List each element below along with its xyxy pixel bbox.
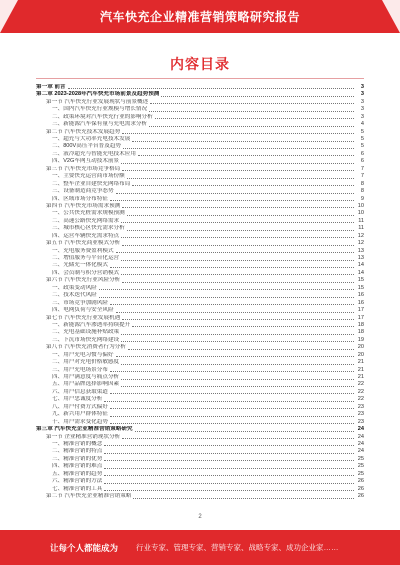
toc-dot-leader	[110, 304, 354, 305]
toc-entry-page: 23	[357, 411, 364, 418]
toc-entry-page: 3	[360, 91, 364, 98]
toc-dot-leader	[121, 237, 354, 238]
toc-subsection-entry[interactable]	[36, 106, 364, 113]
toc-entry-label: 七、精准营销的工具	[52, 485, 103, 492]
toc-entry-label: 第二节 汽车快充企业精准营销策略	[46, 493, 132, 500]
toc-dot-leader	[150, 103, 354, 104]
toc-dot-leader	[110, 200, 354, 201]
toc-entry-label: 第一节 汽车快充行业发展现状与前景概述	[46, 98, 149, 105]
toc-chapter-entry[interactable]	[36, 91, 364, 98]
toc-dot-leader	[123, 148, 354, 149]
toc-dot-leader	[121, 163, 354, 164]
toc-entry-label: 三、设备制造商竞争态势	[52, 188, 114, 195]
toc-entry-label: 二、整车企业自建快充网络布局	[52, 180, 131, 187]
toc-dot-leader	[122, 282, 354, 283]
toc-subsection-entry[interactable]	[36, 374, 364, 381]
toc-dot-leader	[122, 207, 354, 208]
toc-subsection-entry[interactable]	[36, 478, 364, 485]
toc-subsection-entry[interactable]	[36, 270, 364, 277]
toc-subsection-entry[interactable]	[36, 456, 364, 463]
toc-entry-page: 24	[357, 426, 364, 433]
toc-dot-leader	[161, 96, 354, 97]
toc-dot-leader	[104, 460, 354, 461]
toc-entry-page: 23	[357, 403, 364, 410]
toc-subsection-entry[interactable]	[36, 352, 364, 359]
toc-entry-page: 18	[357, 321, 364, 328]
toc-entry-page: 17	[357, 307, 364, 314]
toc-entry-page: 3	[360, 113, 364, 120]
toc-entry-page: 24	[357, 440, 364, 447]
toc-dot-leader	[121, 379, 354, 380]
toc-dot-leader	[133, 498, 354, 499]
toc-entry-page: 14	[357, 269, 364, 276]
report-title: 汽车快充企业精准营销策略研究报告	[99, 10, 300, 24]
toc-entry-page: 3	[360, 98, 364, 105]
toc-entry-label: 二、政策环境对汽车快充行业的影响分析	[52, 113, 153, 120]
toc-dot-leader	[121, 386, 354, 387]
toc-subsection-entry[interactable]	[36, 307, 364, 314]
toc-entry-label: 二、技术迭代风险	[52, 292, 97, 299]
toc-entry-label: 三、用户充电场景分布	[52, 366, 108, 373]
toc-entry-page: 22	[357, 388, 364, 395]
toc-entry-label: 二、800V高压平台普及趋势	[52, 143, 122, 150]
toc-entry-label: 五、用户品牌选择影响因素	[52, 381, 120, 388]
toc-dot-leader	[68, 88, 354, 89]
toc-dot-leader	[127, 215, 354, 216]
toc-entry-page: 9	[360, 195, 364, 202]
toc-subsection-entry[interactable]	[36, 419, 364, 426]
toc-dot-leader	[104, 453, 354, 454]
toc-subsection-entry[interactable]	[36, 136, 364, 143]
toc-entry-label: 一、新能源汽车渗透率持续提升	[52, 321, 131, 328]
toc-subsection-entry[interactable]	[36, 114, 364, 121]
toc-entry-label: 九、新兴用户群体特征	[52, 411, 108, 418]
toc-entry-label: 六、用户信息获取渠道	[52, 388, 108, 395]
toc-entry-page: 22	[357, 381, 364, 388]
toc-entry-label: 第三节 汽车快充市场竞争格局	[46, 165, 121, 172]
toc-subsection-entry[interactable]	[36, 441, 364, 448]
toc-section-entry[interactable]	[36, 203, 364, 210]
toc-dot-leader	[121, 222, 354, 223]
toc-entry-label: 四、运营车辆快充需求特点	[52, 232, 120, 239]
toc-subsection-entry[interactable]	[36, 263, 364, 270]
toc-entry-label: 十、用户需求变化趋势	[52, 418, 108, 425]
toc-subsection-entry[interactable]	[36, 248, 364, 255]
toc-dot-leader	[104, 468, 354, 469]
toc-dot-leader	[110, 416, 354, 417]
toc-entry-label: 四、V2G车网互动技术前景	[52, 158, 120, 165]
toc-divider	[36, 78, 364, 79]
toc-entry-label: 第六节 汽车快充行业风险分析	[46, 277, 121, 284]
toc-subsection-entry[interactable]	[36, 389, 364, 396]
toc-subsection-entry[interactable]	[36, 121, 364, 128]
toc-entry-label: 二、高速公路快充网络需求	[52, 217, 120, 224]
toc-subsection-entry[interactable]	[36, 233, 364, 240]
footer-tagline: 行业专家、管理专家、营销专家、战略专家、成功企业家……	[136, 543, 339, 552]
toc-entry-label: 四、用户满意度与痛点分析	[52, 374, 120, 381]
toc-subsection-entry[interactable]	[36, 411, 364, 418]
toc-entry-label: 四、区域市场分布特征	[52, 195, 108, 202]
toc-entry-page: 12	[357, 240, 364, 247]
toc-subsection-entry[interactable]	[36, 255, 364, 262]
toc-entry-page: 5	[360, 128, 364, 135]
toc-entry-label: 一、充电服务费盈利模式	[52, 247, 114, 254]
toc-dot-leader	[110, 408, 354, 409]
toc-dot-leader	[121, 274, 354, 275]
header-corner-decoration	[0, 0, 18, 33]
toc-entry-label: 第二节 汽车快充技术发展趋势	[46, 128, 121, 135]
toc-subsection-entry[interactable]	[36, 144, 364, 151]
toc-entry-label: 二、增值服务与平台化运营	[52, 255, 120, 262]
toc-subsection-entry[interactable]	[36, 404, 364, 411]
toc-entry-label: 第一章 前言	[36, 83, 66, 90]
toc-dot-leader	[127, 178, 354, 179]
page-number: 2	[198, 514, 202, 520]
toc-entry-page: 10	[357, 210, 364, 217]
toc-entry-label: 第四节 汽车快充市场需求预测	[46, 202, 121, 209]
toc-entry-page: 5	[360, 143, 364, 150]
toc-subsection-entry[interactable]	[36, 285, 364, 292]
toc-entry-label: 四、电网负荷与安全风险	[52, 307, 114, 314]
toc-subsection-entry[interactable]	[36, 151, 364, 158]
toc-subsection-entry[interactable]	[36, 463, 364, 470]
toc-entry-page: 6	[360, 150, 364, 157]
toc-entry-page: 5	[360, 136, 364, 143]
toc-entry-page: 16	[357, 299, 364, 306]
toc-entry-page: 22	[357, 396, 364, 403]
toc-entry-label: 第一节 企业精准营销现状分析	[46, 433, 121, 440]
toc-entry-page: 15	[357, 284, 364, 291]
toc-entry-page: 6	[360, 158, 364, 165]
toc-subsection-entry[interactable]	[36, 382, 364, 389]
toc-section-entry[interactable]	[36, 240, 364, 247]
toc-entry-page: 21	[357, 366, 364, 373]
toc-subsection-entry[interactable]	[36, 158, 364, 165]
toc-section-entry[interactable]	[36, 493, 364, 500]
toc-entry-page: 7	[360, 173, 364, 180]
toc-subsection-entry[interactable]	[36, 359, 364, 366]
toc-subsection-entry[interactable]	[36, 300, 364, 307]
toc-subsection-entry[interactable]	[36, 225, 364, 232]
toc-dot-leader	[116, 252, 354, 253]
toc-dot-leader	[149, 126, 354, 127]
toc-section-entry[interactable]	[36, 434, 364, 441]
toc-subsection-entry[interactable]	[36, 448, 364, 455]
toc-dot-leader	[116, 193, 354, 194]
toc-dot-leader	[149, 111, 354, 112]
toc-entry-page: 21	[357, 374, 364, 381]
toc-subsection-entry[interactable]	[36, 188, 364, 195]
footer-banner	[0, 530, 400, 565]
footer-slogan: 让每个人都能成为	[50, 542, 119, 553]
toc-entry-label: 三、城市核心区快充需求分析	[52, 225, 125, 232]
report-header-banner	[0, 0, 400, 33]
toc-dot-leader	[122, 133, 354, 134]
toc-entry-label: 第三章 汽车快充企业精准营销策略研究	[36, 426, 133, 433]
toc-subsection-entry[interactable]	[36, 396, 364, 403]
toc-dot-leader	[122, 245, 354, 246]
toc-entry-page: 11	[358, 217, 364, 224]
toc-entry-label: 一、用户充电习惯与偏好	[52, 351, 114, 358]
toc-entry-page: 26	[357, 493, 364, 500]
toc-chapter-entry[interactable]	[36, 84, 364, 91]
toc-entry-page: 25	[357, 463, 364, 470]
toc-entry-page: 18	[357, 329, 364, 336]
toc-subsection-entry[interactable]	[36, 218, 364, 225]
toc-section-entry[interactable]	[36, 344, 364, 351]
toc-dot-leader	[127, 230, 354, 231]
toc-entry-page: 11	[358, 225, 364, 232]
toc-entry-page: 20	[357, 344, 364, 351]
toc-entry-label: 一、精准营销的概念	[52, 440, 103, 447]
toc-entry-label: 四、精准营销的难点	[52, 463, 103, 470]
toc-subsection-entry[interactable]	[36, 173, 364, 180]
toc-entry-label: 一、超充与大功率充电技术发展	[52, 136, 131, 143]
toc-section-entry[interactable]	[36, 315, 364, 322]
toc-dot-leader	[110, 393, 354, 394]
toc-entry-page: 24	[357, 433, 364, 440]
toc-entry-label: 二、精准营销的特点	[52, 448, 103, 455]
toc-entry-label: 一、主要快充运营商市场份额	[52, 173, 125, 180]
toc-dot-leader	[104, 401, 354, 402]
toc-dot-leader	[122, 170, 354, 171]
toc-subsection-entry[interactable]	[36, 471, 364, 478]
toc-dot-leader	[104, 483, 354, 484]
toc-entry-label: 八、用户付费方式偏好	[52, 403, 108, 410]
toc-dot-leader	[132, 141, 354, 142]
toc-dot-leader	[122, 438, 354, 439]
toc-dot-leader	[121, 260, 354, 261]
toc-subsection-entry[interactable]	[36, 329, 364, 336]
toc-entry-label: 第二章 2023-2028年汽车快充市场前景及趋势预测	[36, 91, 160, 98]
toc-dot-leader	[110, 371, 354, 372]
toc-dot-leader	[110, 423, 354, 424]
toc-entry-label: 七、用户忠诚度分析	[52, 396, 103, 403]
header-corner-decoration-right	[382, 0, 400, 33]
toc-entry-page: 8	[360, 180, 364, 187]
toc-subsection-entry[interactable]	[36, 181, 364, 188]
toc-heading: 内容目录	[170, 56, 230, 72]
toc-section-entry[interactable]	[36, 129, 364, 136]
toc-entry-page: 21	[357, 359, 364, 366]
toc-entry-label: 四、会员制与积分营销模式	[52, 269, 120, 276]
toc-dot-leader	[132, 326, 354, 327]
toc-entry-page: 3	[360, 83, 364, 90]
toc-dot-leader	[99, 289, 354, 290]
toc-entry-page: 15	[357, 277, 364, 284]
toc-entry-label: 一、公共快充桩需求规模预测	[52, 210, 125, 217]
toc-section-entry[interactable]	[36, 99, 364, 106]
toc-entry-label: 三、市场竞争加剧风险	[52, 299, 108, 306]
toc-subsection-entry[interactable]	[36, 210, 364, 217]
toc-entry-label: 二、充电基础设施补贴政策	[52, 329, 120, 336]
toc-entry-label: 一、政策变动风险	[52, 284, 97, 291]
toc-dot-leader	[122, 319, 354, 320]
toc-subsection-entry[interactable]	[36, 367, 364, 374]
toc-entry-page: 23	[357, 418, 364, 425]
toc-dot-leader	[121, 341, 354, 342]
toc-subsection-entry[interactable]	[36, 486, 364, 493]
toc-section-entry[interactable]	[36, 277, 364, 284]
toc-entry-label: 二、用户对充电价格敏感度	[52, 359, 120, 366]
toc-dot-leader	[155, 118, 354, 119]
toc-entry-page: 16	[357, 292, 364, 299]
toc-entry-label: 三、新能源汽车保有量与充电需求分析	[52, 121, 148, 128]
toc-entry-page: 14	[357, 262, 364, 269]
toc-dot-leader	[104, 475, 354, 476]
toc-dot-leader	[121, 364, 354, 365]
toc-entry-page: 10	[357, 202, 364, 209]
toc-dot-leader	[128, 349, 354, 350]
toc-subsection-entry[interactable]	[36, 322, 364, 329]
toc-subsection-entry[interactable]	[36, 292, 364, 299]
toc-dot-leader	[104, 490, 354, 491]
toc-entry-page: 17	[357, 314, 364, 321]
toc-chapter-entry[interactable]	[36, 426, 364, 433]
toc-entry-page: 3	[360, 106, 364, 113]
toc-entry-page: 26	[357, 478, 364, 485]
toc-entry-label: 三、下沉市场快充网络建设	[52, 336, 120, 343]
toc-subsection-entry[interactable]	[36, 196, 364, 203]
toc-entry-label: 三、精准营销的优势	[52, 455, 103, 462]
toc-entry-label: 第七节 汽车快充行业发展机遇	[46, 314, 121, 321]
toc-section-entry[interactable]	[36, 166, 364, 173]
toc-dot-leader	[135, 431, 354, 432]
toc-dot-leader	[138, 155, 354, 156]
toc-entry-page: 20	[357, 351, 364, 358]
toc-entry-label: 一、国内汽车快充行业规模与增长情况	[52, 106, 148, 113]
toc-dot-leader	[121, 334, 354, 335]
toc-dot-leader	[104, 445, 354, 446]
toc-entry-label: 五、精准营销的趋势	[52, 470, 103, 477]
toc-entry-page: 13	[357, 247, 364, 254]
toc-entry-page: 19	[357, 336, 364, 343]
toc-entry-page: 7	[360, 165, 364, 172]
toc-entry-page: 25	[357, 455, 364, 462]
toc-entry-page: 26	[357, 485, 364, 492]
toc-dot-leader	[99, 297, 354, 298]
toc-entry-page: 13	[357, 255, 364, 262]
toc-entry-page: 25	[357, 470, 364, 477]
toc-dot-leader	[116, 312, 354, 313]
toc-entry-page: 4	[360, 121, 364, 128]
toc-subsection-entry[interactable]	[36, 337, 364, 344]
toc-entry-label: 第五节 汽车快充商业模式分析	[46, 240, 121, 247]
table-of-contents	[36, 84, 364, 501]
toc-entry-page: 8	[360, 188, 364, 195]
toc-entry-label: 三、光储充一体化模式	[52, 262, 108, 269]
toc-entry-page: 24	[357, 448, 364, 455]
toc-dot-leader	[110, 267, 354, 268]
toc-entry-label: 六、精准营销的方法	[52, 478, 103, 485]
toc-dot-leader	[116, 356, 354, 357]
toc-entry-label: 三、液冷超充与智能充电技术应用	[52, 150, 136, 157]
toc-dot-leader	[132, 185, 354, 186]
toc-entry-label: 第八节 汽车快充消费者行为分析	[46, 344, 126, 351]
toc-entry-page: 12	[357, 232, 364, 239]
